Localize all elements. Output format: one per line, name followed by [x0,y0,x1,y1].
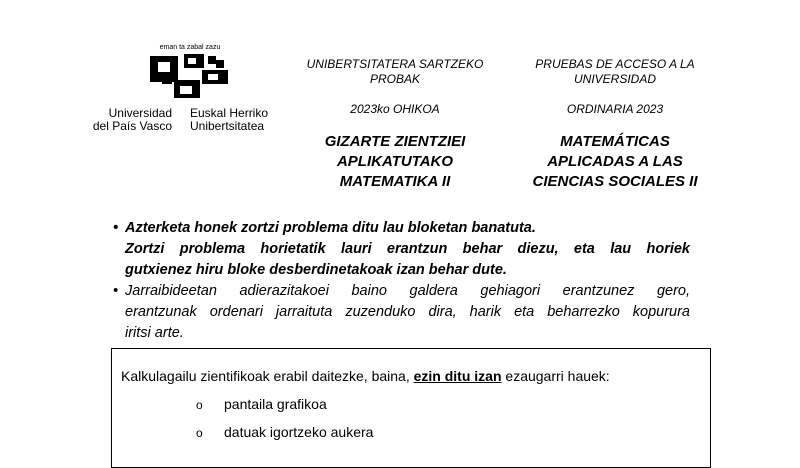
session-label: 2023ko OHIKOA [350,102,440,116]
subject-line: MATEMATIKA II [339,173,451,190]
header-spanish [510,57,720,192]
logo-text-line: del País Vasco [92,119,172,133]
header-title-line: PRUEBAS DE ACCESO A LA [535,57,695,71]
instruction-line: Azterketa honek zortzi problema ditu lau bloketan banatuta. [125,220,536,236]
circle-bullet-icon: o [196,398,203,412]
subject-line: APLICADAS A LAS [547,153,683,170]
university-logo-icon [150,54,230,102]
subject-title [290,132,500,192]
logo-text-basque [190,107,290,133]
note-list-item [196,424,373,440]
subject-line: APLIKATUTAKO [336,153,454,170]
instructions [113,218,690,344]
note-list-item [196,396,327,412]
instruction-line: Zortzi problema horietatik lauri erantzun behar diezu, eta lau horiek [125,241,690,257]
logo-motto: eman ta zabal zazu [159,44,221,51]
note-text: ezaugarri hauek: [501,368,610,384]
instruction-line: gutxienez hiru bloke desberdinetakoak izan behar dute. [125,262,507,278]
bullet-icon: • [113,283,119,299]
circle-bullet-icon: o [196,426,203,440]
header-basque [290,57,500,192]
instruction-item [113,281,690,344]
subject-title [510,132,720,192]
subject-line: CIENCIAS SOCIALES II [532,173,698,190]
subject-line: MATEMÁTICAS [560,133,670,150]
logo-text-spanish [84,107,172,133]
note-list-label: datuak igortzeko aukera [224,424,374,440]
note-list-label: pantaila grafikoa [224,396,327,412]
note-emphasis: ezin ditu izan [413,368,502,384]
instruction-item [113,218,690,281]
instruction-line: iritsi arte. [125,325,184,341]
logo-text-line: Unibertsitatea [190,119,265,133]
header-title-line: UNIVERSIDAD [573,72,656,86]
calculator-note [121,368,610,384]
header-title-line: PROBAK [369,72,420,86]
logo-text-line: Universidad [108,106,172,120]
session-label: ORDINARIA 2023 [566,102,664,116]
instruction-line: erantzunak ordenari jarraituta zuzenduko dira, harik eta beharrezko kopurura [125,304,690,320]
bullet-icon: • [113,220,119,236]
logo-text-line: Euskal Herriko [190,106,269,120]
header-title-line: UNIBERTSITATERA SARTZEKO [306,57,484,71]
note-text: Kalkulagailu zientifikoak erabil daitezke, baina, [121,368,414,384]
instruction-line: Jarraibideetan adierazitakoei baino galdera gehiagori erantzunez gero, [125,283,690,299]
subject-line: GIZARTE ZIENTZIEI [324,133,466,150]
